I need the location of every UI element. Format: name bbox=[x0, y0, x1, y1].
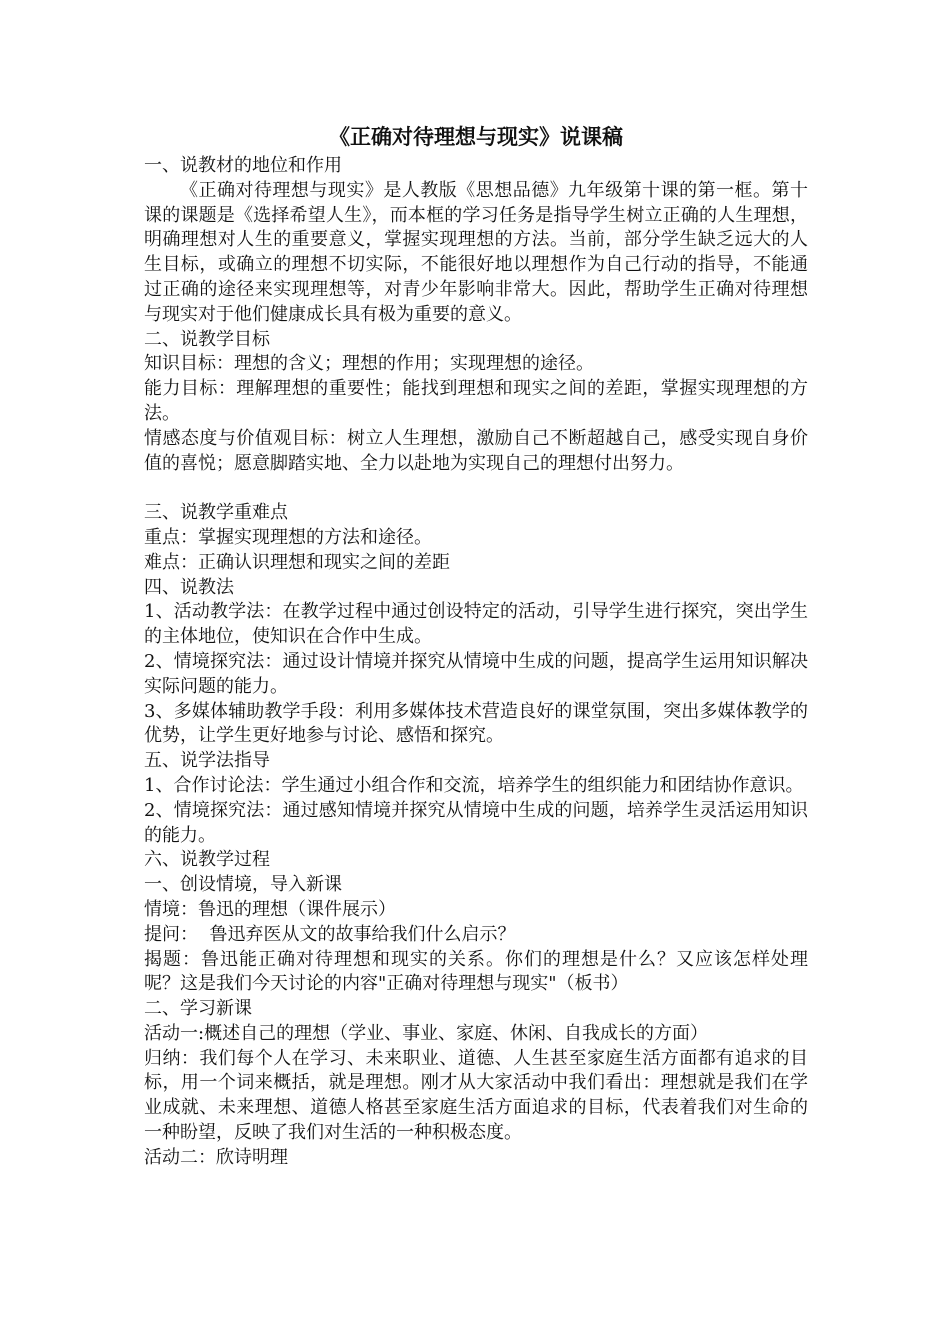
document-title: 《正确对待理想与现实》说课稿 bbox=[329, 124, 623, 149]
process-step-2-heading: 二、学习新课 bbox=[144, 998, 252, 1020]
section-heading-key-points: 三、说教学重难点 bbox=[144, 502, 288, 524]
ability-goal: 能力目标：理解理想的重要性；能找到理想和现实之间的差距，掌握实现理想的方法。 bbox=[144, 378, 808, 424]
textbook-paragraph: 《正确对待理想与现实》是人教版《思想品德》九年级第十课的第一框。第十课的课题是《选择希望人生》，而本框的学习任务是指导学生树立正确的人生理想，明确理想对人生的重要意义，掌握实现理想的方法。当前，部分学生缺乏远大的人生目标，或确立的理想不切实际，不能很好地以理想作为自己行动的指导，不能通过正确的途径来实现理想等，对青少年影响非常大。因此，帮助学生正确对待理想与现实对于他们健康成长具有极为重要的意义。 bbox=[144, 179, 808, 325]
process-step-1-heading: 一、创设情境，导入新课 bbox=[144, 874, 342, 896]
section-heading-goals: 二、说教学目标 bbox=[144, 328, 270, 350]
teaching-method-1: 1、活动教学法：在教学过程中通过创设特定的活动，引导学生进行探究，突出学生的主体地位，使知识在合作中生成。 bbox=[144, 601, 808, 648]
document-page bbox=[144, 120, 808, 1171]
section-heading-teaching-process: 六、说教学过程 bbox=[144, 849, 270, 871]
activity-1-line: 活动一:概述自己的理想（学业、事业、家庭、休闲、自我成长的方面） bbox=[144, 1022, 709, 1044]
teaching-method-2: 2、情境探究法：通过设计情境并探究从情境中生成的问题，提高学生运用知识解决实际问题的能力。 bbox=[144, 650, 808, 697]
teaching-method-3: 3、多媒体辅助教学手段：利用多媒体技术营造良好的课堂氛围，突出多媒体教学的优势，让学生更好地参与讨论、感悟和探究。 bbox=[144, 700, 808, 747]
key-point: 重点：掌握实现理想的方法和途径。 bbox=[144, 526, 432, 548]
reveal-paragraph: 揭题：鲁迅能正确对待理想和现实的关系。你们的理想是什么？又应该怎样处理呢？这是我们今天讨论的内容"正确对待理想与现实"（板书） bbox=[144, 948, 808, 995]
section-heading-teaching-methods: 四、说教法 bbox=[144, 576, 234, 598]
blank-line bbox=[144, 476, 808, 501]
difficult-point: 难点：正确认识理想和现实之间的差距 bbox=[144, 551, 450, 573]
section-heading-learning-methods: 五、说学法指导 bbox=[144, 750, 270, 772]
question-line: 提问： 鲁迅弃医从文的故事给我们什么启示？ bbox=[144, 923, 516, 945]
learning-method-1: 1、合作讨论法：学生通过小组合作和交流，培养学生的组织能力和团结协作意识。 bbox=[144, 774, 804, 796]
knowledge-goal: 知识目标：理想的含义；理想的作用；实现理想的途径。 bbox=[144, 353, 594, 375]
scene-line: 情境：鲁迅的理想（课件展示） bbox=[144, 898, 396, 920]
emotion-goal: 情感态度与价值观目标：树立人生理想，激励自己不断超越自己，感受实现自身价值的喜悦；愿意脚踏实地、全力以赴地为实现自己的理想付出努力。 bbox=[144, 427, 808, 474]
learning-method-2: 2、情境探究法：通过感知情境并探究从情境中生成的问题，培养学生灵活运用知识的能力。 bbox=[144, 799, 808, 846]
section-heading-textbook: 一、说教材的地位和作用 bbox=[144, 155, 342, 176]
activity-2-line: 活动二：欣诗明理 bbox=[144, 1146, 288, 1168]
summary-paragraph: 归纳：我们每个人在学习、未来职业、道德、人生甚至家庭生活方面都有追求的目标，用一个词来概括，就是理想。刚才从大家活动中我们看出：理想就是我们在学业成就、未来理想、道德人格甚至家庭生活方面追求的目标，代表着我们对生命的一种盼望，反映了我们对生活的一种积极态度。 bbox=[144, 1047, 808, 1144]
